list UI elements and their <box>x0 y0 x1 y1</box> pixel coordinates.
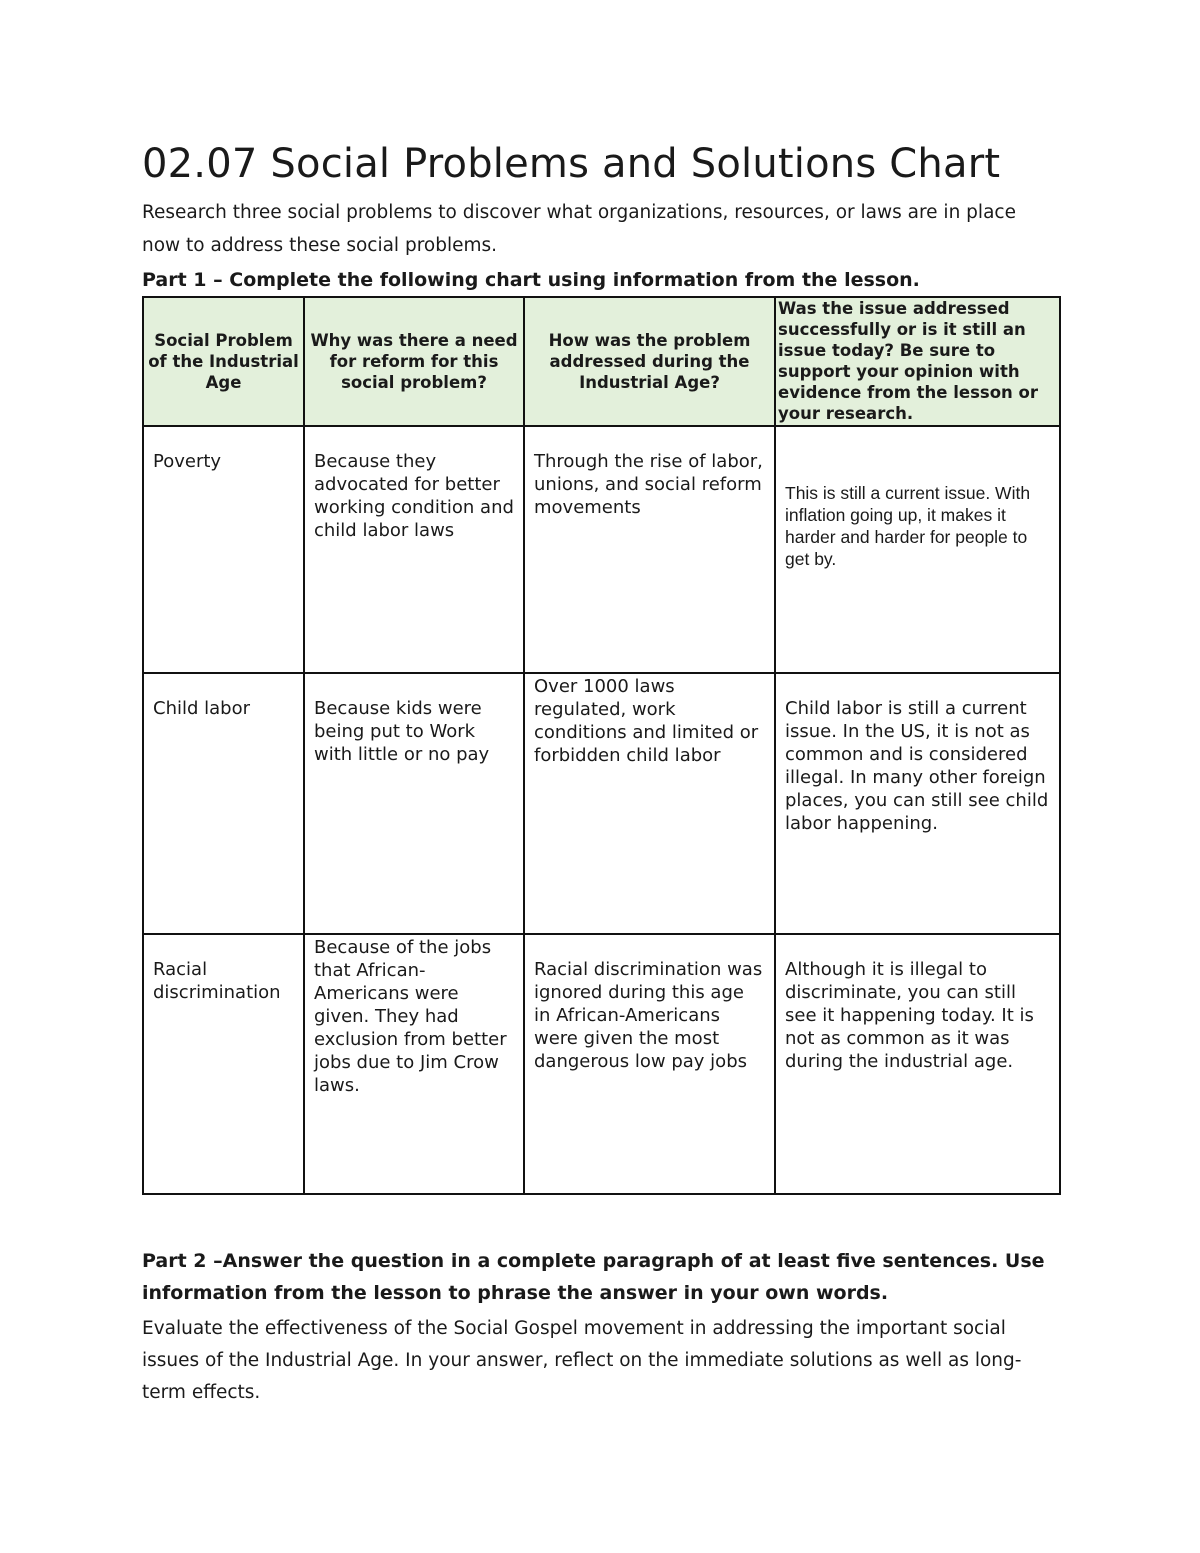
cell-why: Because they advocated for better working condition and child labor laws <box>304 426 524 673</box>
table-row <box>143 426 1060 673</box>
cell-how: Over 1000 laws regulated, work conditions and limited or forbidden child labor <box>524 673 775 934</box>
header-social-problem: Social Problem of the Industrial Age <box>143 297 304 426</box>
cell-problem: Poverty <box>143 426 304 673</box>
cell-problem: Child labor <box>143 673 304 934</box>
cell-today: This is still a current issue. With inflation going up, it makes it harder and harder for people to get by. <box>775 426 1060 673</box>
header-why-reform: Why was there a need for reform for this social problem? <box>304 297 524 426</box>
question-paragraph: Evaluate the effectiveness of the Social Gospel movement in addressing the important social issues of the Industrial Age. In your answer, reflect on the immediate solutions as well as long-term effects. <box>142 1318 1022 1403</box>
cell-today: Although it is illegal to discriminate, you can still see it happening today. It is not as common as it was during the industrial age. <box>775 934 1060 1194</box>
part1-heading: Part 1 – Complete the following chart using information from the lesson. <box>142 269 920 291</box>
table-row <box>143 673 1060 934</box>
part2-heading: Part 2 –Answer the question in a complete paragraph of at least five sentences. Use information from the lesson to phrase the answer in your own words. <box>142 1250 1045 1304</box>
cell-today: Child labor is still a current issue. In the US, it is not as common and is considered illegal. In many other foreign places, you can still see child labor happening. <box>775 673 1060 934</box>
header-how-addressed: How was the problem addressed during the Industrial Age? <box>524 297 775 426</box>
table-header-row <box>143 297 1060 426</box>
table-row <box>143 934 1060 1194</box>
page-title: 02.07 Social Problems and Solutions Chart <box>142 141 1001 187</box>
cell-how: Through the rise of labor, unions, and social reform movements <box>524 426 775 673</box>
intro-paragraph: Research three social problems to discover what organizations, resources, or laws are in place now to address these social problems. <box>142 202 1016 256</box>
social-problems-table <box>142 296 1061 1195</box>
cell-how: Racial discrimination was ignored during this age in African-Americans were given the most dangerous low pay jobs <box>524 934 775 1194</box>
cell-why: Because kids were being put to Work with little or no pay <box>304 673 524 934</box>
cell-why: Because of the jobs that African-Americans were given. They had exclusion from better jobs due to Jim Crow laws. <box>304 934 524 1194</box>
document-page <box>142 138 1059 1409</box>
cell-problem: Racial discrimination <box>143 934 304 1194</box>
header-addressed-today: Was the issue addressed successfully or is it still an issue today? Be sure to support your opinion with evidence from the lesson or your research. <box>775 297 1060 426</box>
